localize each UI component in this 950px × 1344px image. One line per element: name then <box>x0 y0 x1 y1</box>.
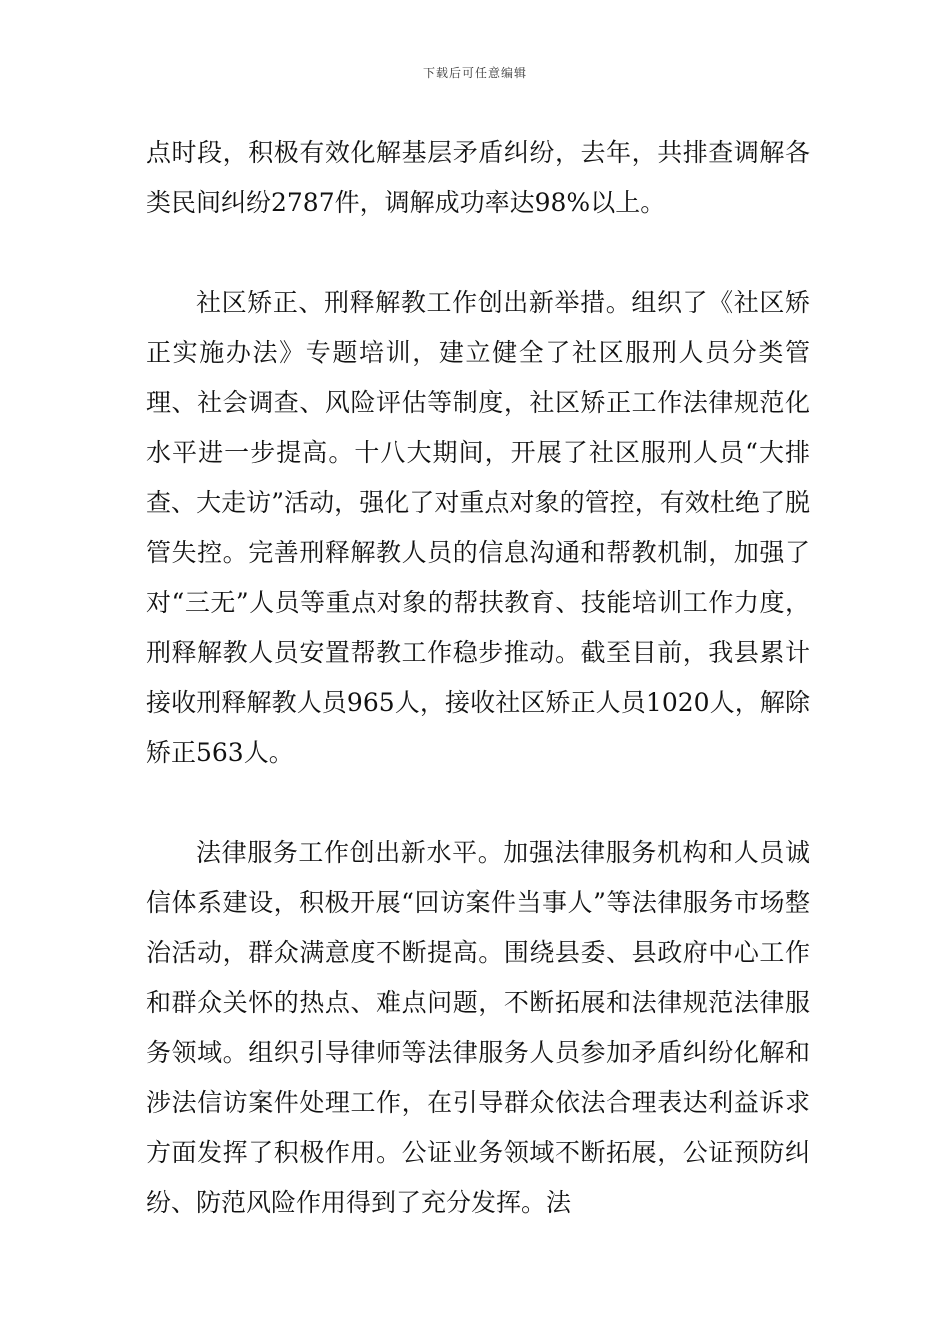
paragraph-continued: 点时段，积极有效化解基层矛盾纠纷，去年，共排查调解各类民间纠纷2787件，调解成功率达98%以上。 <box>146 138 810 217</box>
paragraph-spacer <box>146 778 810 828</box>
page-header-note: 下载后可任意编辑 <box>422 66 527 80</box>
paragraph-spacer <box>146 228 810 278</box>
paragraph-community-correction: 社区矫正、刑释解教工作创出新举措。组织了《社区矫正实施办法》专题培训，建立健全了社区服刑人员分类管理、社会调查、风险评估等制度，社区矫正工作法律规范化水平进一步提高。十八大期间，开展了社区服刑人员“大排查、大走访”活动，强化了对重点对象的管控，有效杜绝了脱管失控。完善刑释解教人员的信息沟通和帮教机制，加强了对“三无”人员等重点对象的帮扶教育、技能培训工作力度，刑释解教人员安置帮教工作稳步推动。截至目前，我县累计接收刑释解教人员965人，接收社区矫正人员1020人，解除矫正563人。 <box>146 288 810 767</box>
document-body <box>146 128 810 1228</box>
paragraph-legal-services: 法律服务工作创出新水平。加强法律服务机构和人员诚信体系建设，积极开展“回访案件当事人”等法律服务市场整治活动，群众满意度不断提高。围绕县委、县政府中心工作和群众关怀的热点、难点问题，不断拓展和法律规范法律服务领域。组织引导律师等法律服务人员参加矛盾纠纷化解和涉法信访案件处理工作，在引导群众依法合理表达利益诉求方面发挥了积极作用。公证业务领域不断拓展，公证预防纠纷、防范风险作用得到了充分发挥。法 <box>146 838 810 1217</box>
